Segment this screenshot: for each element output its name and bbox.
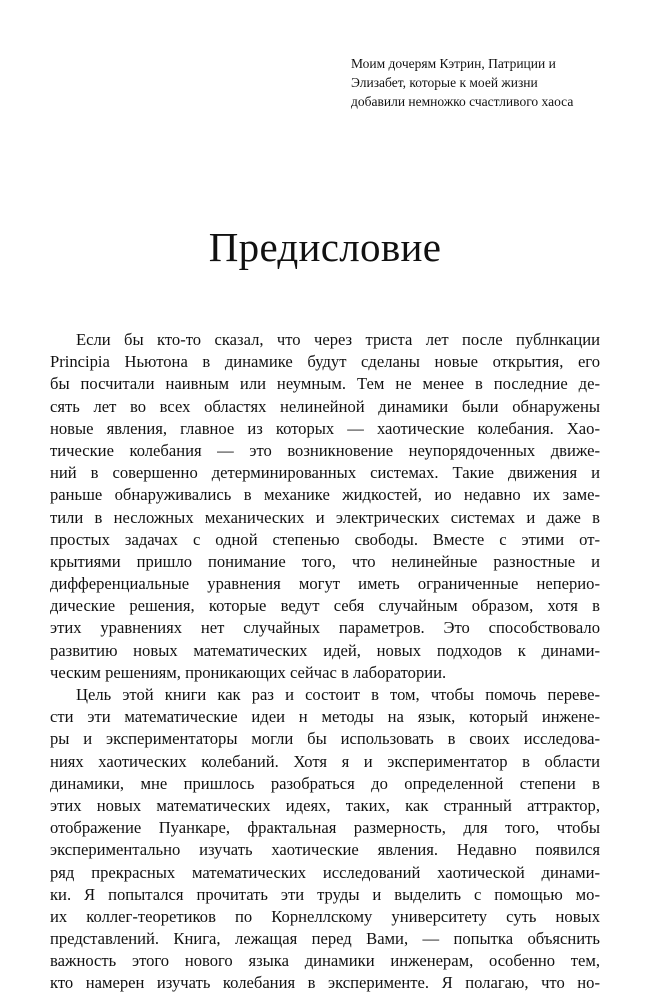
epigraph-line: добавили немножко счастливого хаоса [351, 94, 574, 109]
text-line: их коллег-теоретиков по Корнеллскому университету суть новых [50, 906, 600, 926]
text-line: ры и экспериментаторы могли бы использовать в своих исследова- [50, 729, 600, 749]
epigraph-line: Моим дочерям Кэтрин, Патриции и [351, 56, 556, 71]
text-line: сти эти математические идеи н методы на язык, который инжене- [50, 707, 600, 727]
text-line: этих уравнениях нет случайных параметров. Это способствовало [50, 618, 600, 638]
text-line: представлений. Книга, лежащая перед Вами, — попытка объяснить [50, 929, 600, 949]
paragraph-2 [50, 684, 600, 995]
text-line: дические решения, которые ведут себя случайным образом, хотя в [50, 596, 600, 616]
text-line: ряд прекрасных математических исследований хаотической динами- [50, 862, 600, 882]
text-line: ки. Я попытался прочитать эти труды и выделить с помощью мо- [50, 884, 600, 904]
text-line: новые явления, главное из которых — хаотические колебания. Хао- [50, 418, 600, 438]
text-line: динамики, мне пришлось разобраться до определенной степени в [50, 773, 600, 793]
text-line: тические колебания — это возникновение неупорядоченных движе- [50, 440, 600, 460]
text-line: тили в несложных механических и электрических системах и даже в [50, 507, 600, 527]
text-line: дифференциальные уравнения могут иметь ограниченные неперио- [50, 574, 600, 594]
text-line: развитию новых математических идей, новых подходов к динами- [50, 640, 600, 660]
text-line: крытиями пришло понимание того, что нелинейные разностные и [50, 551, 600, 571]
text-line: этих новых математических идеях, таких, как странный аттрактор, [50, 795, 600, 815]
body-text [50, 329, 600, 995]
text-line: Principia Ньютона в динамике будут сделаны новые открытия, его [50, 352, 600, 372]
paragraph-1 [50, 329, 600, 684]
epigraph [351, 54, 611, 111]
text-line: бы посчитали наивным или неумным. Тем не менее в последние де- [50, 374, 600, 394]
text-line: ческим решениям, проникающих сейчас в лаборатории. [50, 662, 447, 682]
text-line: отображение Пуанкаре, фрактальная размерность, для того, чтобы [50, 818, 600, 838]
text-line: простых задачах с одной степенью свободы. Вместе с этими от- [50, 529, 600, 549]
text-line: сять лет во всех областях нелинейной динамики были обнаружены [50, 396, 600, 416]
text-line: кто намерен изучать колебания в эксперименте. Я полагаю, что но- [50, 973, 600, 993]
text-line: важность этого нового языка динамики инженерам, особенно тем, [50, 951, 600, 971]
text-line: экспериментально изучать хаотические явления. Недавно появился [50, 840, 600, 860]
epigraph-line: Элизабет, которые к моей жизни [351, 75, 538, 90]
page-title: Предисловие [208, 224, 442, 270]
text-line: раньше обнаруживались в механике жидкостей, ио недавно их заме- [50, 485, 600, 505]
text-line: Если бы кто-то сказал, что через триста лет после публнкации [76, 330, 600, 349]
text-line: ниях хаотических колебаний. Хотя я и экспериментатор в области [50, 751, 600, 771]
text-line: ний в совершенно детерминированных системах. Такие движения и [50, 463, 600, 483]
text-line: Цель этой книги как раз и состоит в том, чтобы помочь переве- [76, 685, 600, 704]
